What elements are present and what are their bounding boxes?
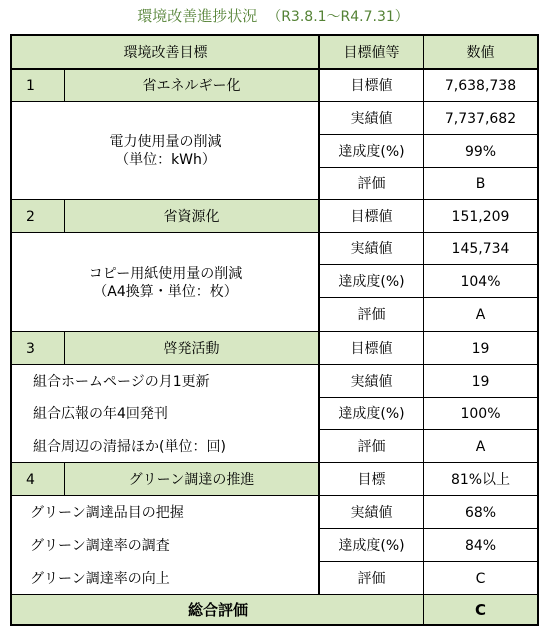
section-3-item: 組合周辺の清掃ほか(単位：回): [33, 438, 226, 455]
section-3-achievement-value: 100%: [460, 406, 501, 422]
section-2-actual-label: 実績値: [350, 241, 393, 257]
section-4-item: グリーン調達率の向上: [30, 570, 170, 587]
row-divider: [319, 134, 537, 135]
title-period: （R3.8.1～R4.7.31）: [267, 9, 409, 25]
section-2-description: [12, 233, 319, 332]
title-main: 環境改善進捗状況: [137, 7, 258, 25]
section-2-number: 2: [12, 200, 64, 233]
row-divider: [12, 68, 537, 70]
report-title: [0, 4, 546, 29]
section-3-rating-label: 評価: [357, 438, 386, 455]
header-goal: 環境改善目標: [12, 36, 319, 69]
section-3-actual-value: 19: [471, 373, 490, 390]
total-value: C: [424, 595, 537, 624]
section-4-item: グリーン調達率の調査: [30, 537, 170, 554]
section-1-description: [12, 102, 319, 200]
row-divider: [12, 364, 537, 365]
section-4-target-value: 81%以上: [450, 471, 511, 488]
column-divider: [64, 200, 65, 233]
total-label: 総合評価: [12, 595, 424, 624]
row-divider: [319, 528, 537, 529]
section-2-achievement-label: 達成度(%): [338, 273, 405, 290]
section-1-number: 1: [12, 69, 64, 102]
row-divider: [12, 331, 537, 332]
row-divider: [12, 594, 537, 595]
progress-table: [10, 34, 539, 626]
row-divider: [12, 101, 319, 102]
row-divider: [319, 101, 537, 102]
section-4-achievement-label: 達成度(%): [338, 537, 405, 554]
column-divider: [64, 463, 65, 496]
section-3-rating-value: A: [475, 438, 486, 455]
section-3-number: 3: [12, 332, 64, 365]
section-2-target-value: 151,209: [451, 208, 510, 225]
row-divider: [12, 199, 537, 200]
row-divider: [319, 167, 537, 168]
section-1-target-value: 7,638,738: [444, 77, 517, 94]
row-divider: [12, 232, 537, 233]
column-divider: [318, 36, 320, 595]
section-4-rating-value: C: [475, 570, 486, 587]
section-1-target-label: 目標値: [350, 77, 393, 94]
section-2-rating-label: 評価: [357, 307, 386, 323]
section-3-target-label: 目標値: [350, 340, 393, 357]
section-2-target-label: 目標値: [350, 208, 393, 225]
section-4-actual-label: 実績値: [350, 504, 393, 521]
row-divider: [319, 561, 537, 562]
row-divider: [319, 297, 537, 298]
row-divider: [319, 264, 537, 265]
column-divider: [64, 69, 65, 102]
section-1-achievement-label: 達成度(%): [338, 143, 405, 160]
section-1-rating-value: B: [475, 176, 486, 192]
section-4-target-label: 目標: [357, 471, 386, 488]
section-2-name: 省資源化: [64, 200, 319, 233]
row-divider: [319, 397, 537, 398]
section-1-actual-label: 実績値: [350, 110, 393, 127]
column-divider: [64, 332, 65, 365]
row-divider: [12, 495, 537, 496]
section-4-item: グリーン調達品目の把握: [30, 504, 184, 521]
column-divider: [423, 36, 424, 624]
row-divider: [12, 462, 537, 463]
section-4-rating-label: 評価: [357, 570, 386, 587]
section-1-achievement-value: 99%: [464, 143, 497, 160]
section-1-actual-value: 7,737,682: [444, 110, 517, 127]
section-3-item: 組合ホームページの月1更新: [33, 373, 210, 390]
header-index: 目標値等: [319, 36, 424, 69]
section-4-achievement-value: 84%: [464, 537, 497, 554]
section-1-rating-label: 評価: [357, 176, 386, 192]
section-3-item: 組合広報の年4回発刊: [33, 406, 168, 422]
section-4-name: グリーン調達の推進: [64, 463, 319, 496]
section-3-name: 啓発活動: [64, 332, 319, 365]
section-2-desc-line2: （A4換算・単位：枚）: [93, 283, 238, 300]
row-divider: [319, 429, 537, 430]
section-1-name: 省エネルギー化: [64, 69, 319, 102]
header-value: 数値: [424, 36, 537, 69]
section-2-achievement-value: 104%: [460, 273, 501, 290]
section-3-actual-label: 実績値: [350, 373, 393, 390]
section-3-achievement-label: 達成度(%): [338, 406, 405, 422]
section-4-number: 4: [12, 463, 64, 496]
section-2-rating-value: A: [475, 307, 486, 323]
section-1-desc-line1: 電力使用量の削減: [109, 134, 222, 150]
section-4-actual-value: 68%: [464, 504, 497, 521]
section-2-actual-value: 145,734: [451, 241, 510, 257]
section-3-target-value: 19: [471, 340, 490, 357]
section-2-desc-line1: コピー用紙使用量の削減: [88, 265, 243, 282]
section-1-desc-line2: （単位：kWh）: [115, 152, 216, 168]
